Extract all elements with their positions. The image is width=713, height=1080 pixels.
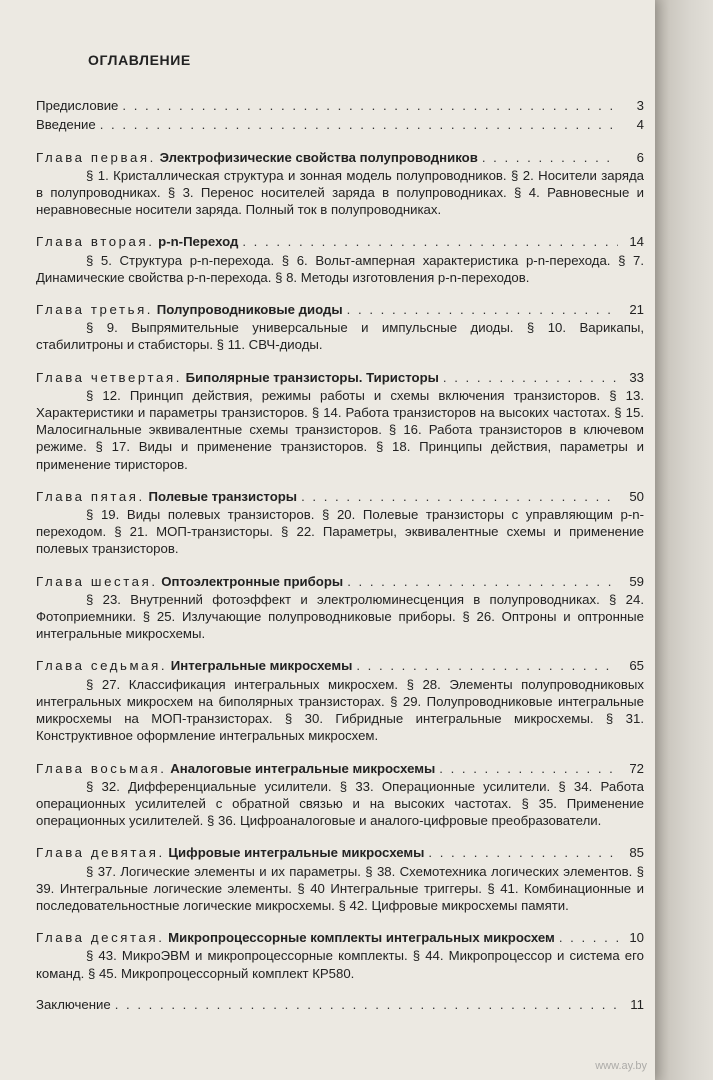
chapter-sections-text: § 43. МикроЭВМ и микропроцессорные комплекты. § 44. Микропроцессор и система его команд. § 45. Микропроцессорный комплект КР580. [36,948,644,981]
chapter-title: Аналоговые интегральные микросхемы [170,760,436,776]
toc [36,52,644,1013]
chapter-page: 6 [636,149,644,165]
leader-dots [347,573,618,590]
chapter-sections-text: § 5. Структура p-n-перехода. § 6. Вольт-амперная характеристика p-n-перехода. § 7. Динамические свойства p-n-перехода. § 8. Методы изготовления p-n-переходов. [36,252,644,285]
chapter-label: Глава пятая. [36,488,145,504]
chapter-label: Глава первая. [36,149,156,165]
leader-dots [347,301,618,318]
chapter-sections-text: § 23. Внутренний фотоэффект и электролюминесценция в полупроводниках. § 24. Фотоприемники. § 25. Излучающие полупроводниковые приборы. § 26. Оптроны и оптронные интегральные микросхемы. [36,591,644,642]
chapter-heading [36,369,644,386]
chapter-page: 59 [629,573,644,589]
chapter-label: Глава вторая. [36,234,155,250]
chapter-entry [36,844,644,914]
chapter-sections [36,863,644,915]
chapter-page: 14 [629,234,644,250]
chapter-label: Глава десятая. [36,930,165,946]
leader-dots [439,760,618,777]
chapter-page: 85 [629,845,644,861]
chapter-page: 72 [629,760,644,776]
chapter-heading-text [36,369,439,386]
chapter-heading-text [36,844,424,861]
chapter-heading [36,233,644,250]
chapter-entry [36,233,644,286]
chapter-sections [36,252,644,286]
leader-dots [122,97,618,114]
chapter-sections-text: § 37. Логические элементы и их параметры. § 38. Схемотехника логических элементов. § 39. Интегральные логические элементы. § 40 Интегральные триггеры. § 41. Комбинационные и последовательностные логические микросхемы. § 42. Цифровые микросхемы памяти. [36,863,644,913]
leader-dots [242,233,618,250]
chapter-heading [36,488,644,505]
leader-dots [301,488,618,505]
chapter-title: Оптоэлектронные приборы [161,573,344,589]
chapter-heading-text [36,488,297,505]
chapter-title: Полупроводниковые диоды [156,302,343,318]
chapter-sections [36,947,644,981]
chapter-page: 50 [629,488,644,504]
toc-entry-page: 3 [636,98,644,114]
toc-entry-label: Введение [36,117,96,133]
leader-dots [115,996,618,1013]
toc-entry-label: Предисловие [36,98,119,114]
chapter-page: 21 [629,302,644,318]
watermark: www.ay.by [595,1060,647,1072]
chapter-sections-text: § 27. Классификация интегральных микросхем. § 28. Элементы полупроводниковых интегральных микросхем на биполярных транзисторах. § 29. Полупроводниковые интегральные микросхемы на МОП-транзисторах. § 30. Гибридные интегральные микросхемы. § 31. Конструктивное оформление интегральных микросхем. [36,676,644,744]
leader-dots [428,844,618,861]
chapter-title: Электрофизические свойства полупроводников [159,149,478,165]
chapter-entry [36,573,644,643]
chapter-sections [36,319,644,353]
chapter-list [36,149,644,982]
toc-entry-conclusion [36,996,644,1013]
chapter-sections-text: § 9. Выпрямительные универсальные и импульсные диоды. § 10. Варикапы, стабилитроны и стабисторы. § 11. СВЧ-диоды. [36,320,644,353]
toc-entry-introduction [36,116,644,133]
toc-entry-label: Заключение [36,996,111,1012]
chapter-label: Глава восьмая. [36,760,167,776]
toc-entry-page: 4 [636,117,644,133]
leader-dots [356,657,618,674]
chapter-label: Глава третья. [36,302,154,318]
book-spine-edge [655,0,713,1080]
leader-dots [482,149,618,166]
chapter-title: Микропроцессорные комплекты интегральных микросхем [168,930,555,946]
chapter-entry [36,149,644,219]
chapter-title: p-n-Переход [158,234,239,250]
chapter-sections-text: § 32. Дифференциальные усилители. § 33. Операционные усилители. § 34. Работа операционных усилителей с обратной связью и на высоких частотах. § 35. Применение операционных усилителей. § 36. Цифроаналоговые и аналого-цифровые преобразователи. [36,778,644,829]
chapter-entry [36,488,644,558]
chapter-entry [36,760,644,830]
chapter-sections [36,591,644,643]
leader-dots [559,929,618,946]
chapter-heading [36,301,644,318]
chapter-sections-text: § 1. Кристаллическая структура и зонная модель полупроводников. § 2. Носители заряда в полупроводниках. § 3. Перенос носителей заряда в полупроводниках. § 4. Равновесные и неравновесные носители заряда. Полный ток в полупроводниках. [36,167,644,218]
chapter-sections [36,778,644,830]
chapter-title: Биполярные транзисторы. Тиристоры [185,369,439,385]
leader-dots [100,116,618,133]
chapter-page: 10 [629,930,644,946]
chapter-sections [36,676,644,745]
chapter-sections-text: § 12. Принцип действия, режимы работы и схемы включения транзисторов. § 13. Характеристики и параметры транзисторов. § 14. Работа транзисторов на высоких частотах. § 15. Малосигнальные эквивалентные схемы транзисторов. § 16. Работа транзисторов в ключевом режиме. § 17. Виды и применение транзисторов. § 18. Принципы действия, параметры и применение тиристоров. [36,387,644,472]
chapter-label: Глава шестая. [36,573,158,589]
chapter-entry [36,301,644,354]
chapter-label: Глава четвертая. [36,369,182,385]
toc-entry-page: 11 [630,996,644,1012]
chapter-heading [36,573,644,590]
chapter-sections-text: § 19. Виды полевых транзисторов. § 20. Полевые транзисторы с управляющим p-n-переходом. § 21. МОП-транзисторы. § 22. Параметры, эквивалентные схемы и применение полевых транзисторов. [36,507,644,557]
toc-entry-preface [36,97,644,114]
chapter-sections [36,387,644,473]
chapter-heading [36,149,644,166]
chapter-entry [36,657,644,744]
chapter-heading-text [36,233,238,250]
chapter-heading-text [36,760,435,777]
chapter-label: Глава девятая. [36,845,165,861]
chapter-page: 65 [629,658,644,674]
chapter-heading [36,844,644,861]
chapter-title: Полевые транзисторы [148,488,298,504]
chapter-heading-text [36,929,555,946]
chapter-heading-text [36,573,343,590]
chapter-title: Цифровые интегральные микросхемы [168,845,425,861]
chapter-heading-text [36,149,478,166]
chapter-page: 33 [629,369,644,385]
leader-dots [443,369,618,386]
chapter-title: Интегральные микросхемы [170,658,353,674]
chapter-heading-text [36,301,343,318]
chapter-heading-text [36,657,352,674]
chapter-entry [36,929,644,982]
chapter-sections [36,167,644,219]
chapter-label: Глава седьмая. [36,658,168,674]
page-title: ОГЛАВЛЕНИЕ [88,52,191,68]
chapter-heading [36,760,644,777]
chapter-heading [36,929,644,946]
chapter-entry [36,369,644,473]
chapter-heading [36,657,644,674]
chapter-sections [36,506,644,558]
